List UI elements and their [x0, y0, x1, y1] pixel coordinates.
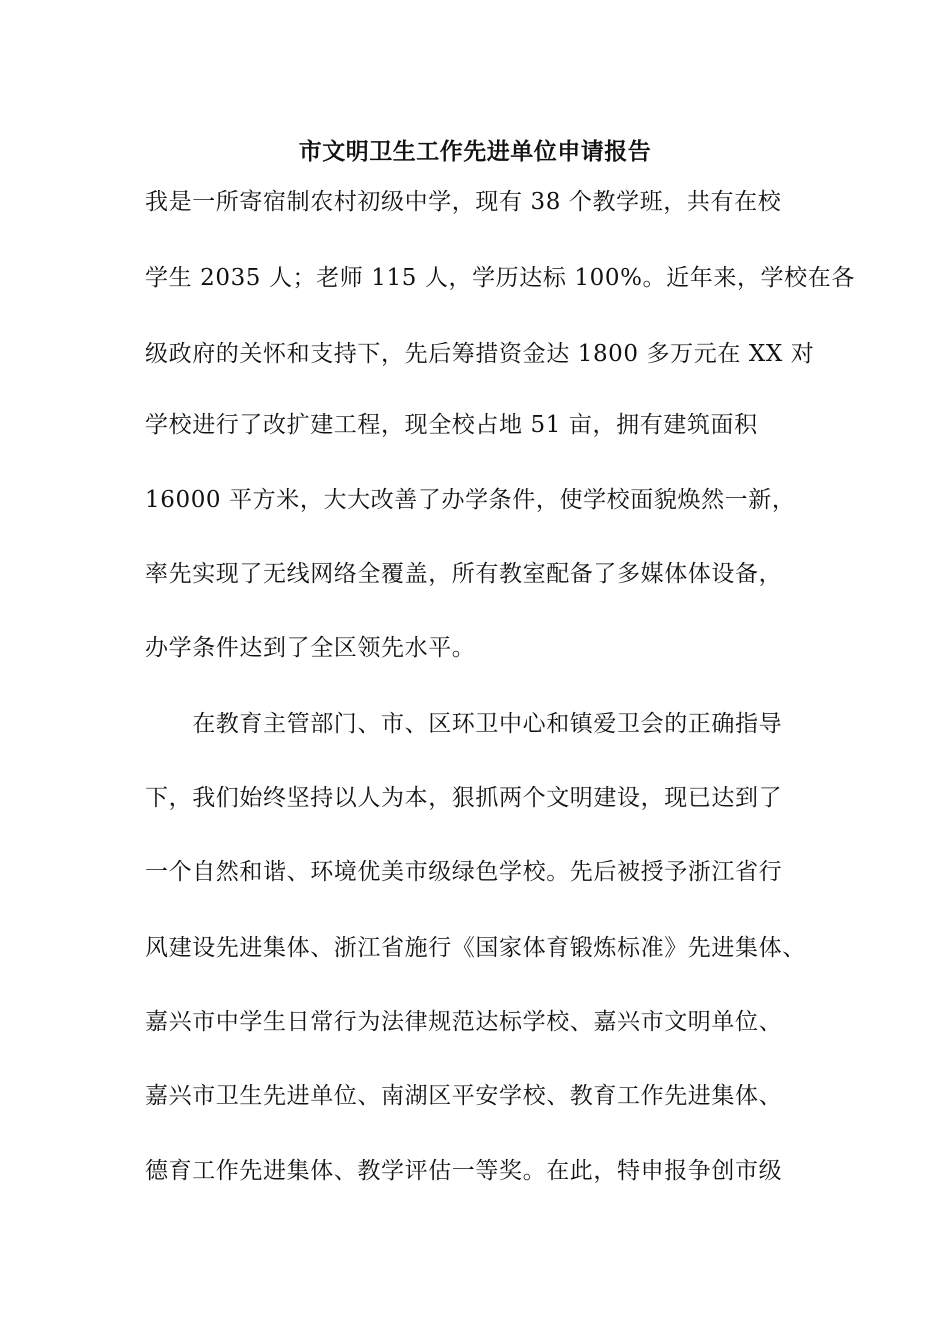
body-line-14: 德育工作先进集体、教学评估一等奖。在此，特申报争创市级: [145, 1158, 783, 1184]
body-line-8: 在教育主管部门、市、区环卫中心和镇爱卫会的正确指导: [145, 711, 783, 737]
body-line-12: 嘉兴市中学生日常行为法律规范达标学校、嘉兴市文明单位、: [145, 1009, 783, 1035]
body-line-11: 风建设先进集体、浙江省施行《国家体育锻炼标准》先进集体、: [145, 935, 806, 961]
body-line-6: 率先实现了无线网络全覆盖，所有教室配备了多媒体体设备，: [145, 561, 783, 587]
body-line-13: 嘉兴市卫生先进单位、南湖区平安学校、教育工作先进集体、: [145, 1083, 783, 1109]
body-line-3: 级政府的关怀和支持下，先后筹措资金达 1800 多万元在 XX 对: [145, 341, 815, 367]
body-line-4: 学校进行了改扩建工程，现全校占地 51 亩，拥有建筑面积: [145, 412, 758, 438]
document-title: 市文明卫生工作先进单位申请报告: [298, 138, 652, 165]
body-line-5: 16000 平方米，大大改善了办学条件，使学校面貌焕然一新，: [145, 487, 796, 513]
body-line-9: 下，我们始终坚持以人为本，狠抓两个文明建设，现已达到了: [145, 785, 783, 811]
body-line-1: 我是一所寄宿制农村初级中学，现有 38 个教学班，共有在校: [145, 189, 782, 215]
body-line-10: 一个自然和谐、环境优美市级绿色学校。先后被授予浙江省行: [145, 859, 783, 885]
body-line-2: 学生 2035 人；老师 115 人，学历达标 100%。近年来，学校在各: [145, 265, 855, 291]
body-line-7: 办学条件达到了全区领先水平。: [145, 635, 476, 661]
